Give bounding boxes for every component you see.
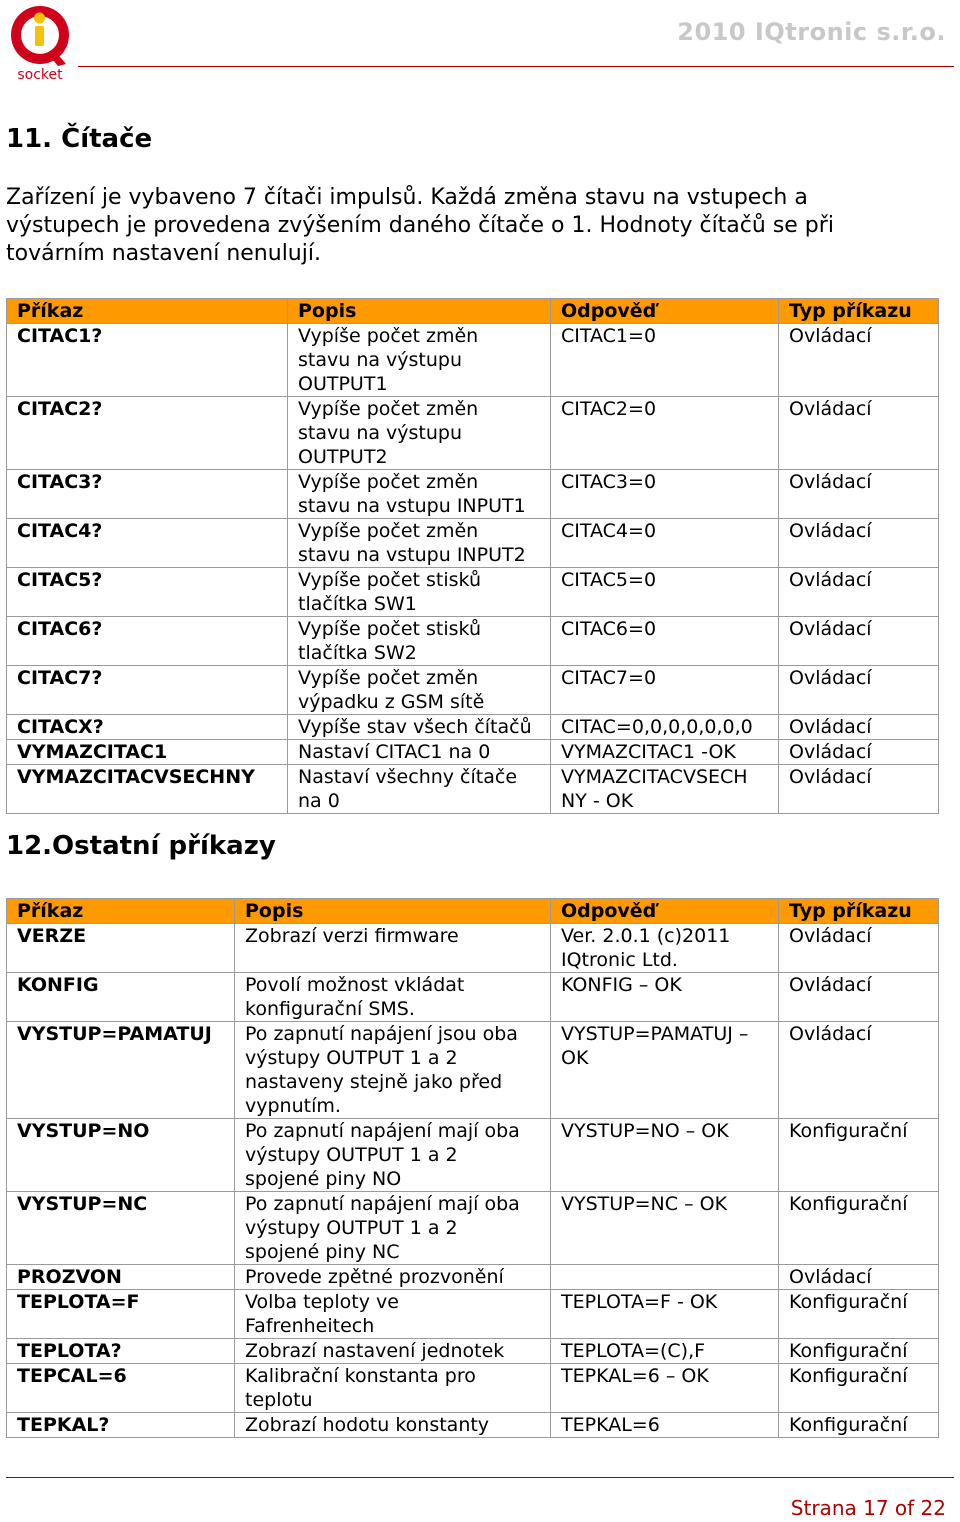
footer-divider xyxy=(6,1477,954,1478)
type-cell: Ovládací xyxy=(779,519,939,568)
response-cell: KONFIG – OK xyxy=(551,973,779,1022)
command-cell: CITAC3? xyxy=(7,470,288,519)
description-cell: Vypíše počet stisků tlačítka SW1 xyxy=(288,568,551,617)
command-cell: CITAC4? xyxy=(7,519,288,568)
response-cell: CITAC1=0 xyxy=(551,324,779,397)
type-cell: Konfigurační xyxy=(779,1364,939,1413)
response-cell: TEPLOTA=F - OK xyxy=(551,1290,779,1339)
type-cell: Konfigurační xyxy=(779,1192,939,1265)
iqsocket-logo-icon xyxy=(4,4,78,82)
type-cell: Ovládací xyxy=(779,715,939,740)
other-command-table xyxy=(6,898,939,1438)
table-row xyxy=(7,1364,939,1413)
table-row xyxy=(7,1119,939,1192)
column-header: Popis xyxy=(288,299,551,324)
response-cell: CITAC7=0 xyxy=(551,666,779,715)
response-cell xyxy=(551,1265,779,1290)
command-cell: CITAC7? xyxy=(7,666,288,715)
response-cell: CITAC4=0 xyxy=(551,519,779,568)
description-cell: Zobrazí nastavení jednotek xyxy=(235,1339,551,1364)
column-header: Odpověď xyxy=(551,299,779,324)
description-cell: Po zapnutí napájení jsou oba výstupy OUTPUT 1 a 2 nastaveny stejně jako před vypnutím. xyxy=(235,1022,551,1119)
type-cell: Ovládací xyxy=(779,470,939,519)
response-cell: TEPKAL=6 – OK xyxy=(551,1364,779,1413)
type-cell: Ovládací xyxy=(779,1022,939,1119)
description-cell: Vypíše počet změn výpadku z GSM sítě xyxy=(288,666,551,715)
table-header-row xyxy=(7,899,939,924)
command-cell: TEPLOTA=F xyxy=(7,1290,235,1339)
column-header: Příkaz xyxy=(7,899,235,924)
table-header-row xyxy=(7,299,939,324)
response-cell: VYMAZCITACVSECH NY - OK xyxy=(551,765,779,814)
command-cell: CITAC1? xyxy=(7,324,288,397)
response-cell: VYSTUP=NC – OK xyxy=(551,1192,779,1265)
logo-text: socket xyxy=(17,67,63,82)
company-name: 2010 IQtronic s.r.o. xyxy=(677,18,946,46)
command-cell: TEPCAL=6 xyxy=(7,1364,235,1413)
command-cell: PROZVON xyxy=(7,1265,235,1290)
description-cell: Po zapnutí napájení mají oba výstupy OUTPUT 1 a 2 spojené piny NC xyxy=(235,1192,551,1265)
response-cell: TEPKAL=6 xyxy=(551,1413,779,1438)
counters-command-table xyxy=(6,298,939,814)
description-cell: Vypíše počet změn stavu na vstupu INPUT2 xyxy=(288,519,551,568)
type-cell: Konfigurační xyxy=(779,1339,939,1364)
response-cell: VYSTUP=NO – OK xyxy=(551,1119,779,1192)
description-cell: Vypíše počet změn stavu na vstupu INPUT1 xyxy=(288,470,551,519)
table-row xyxy=(7,1265,939,1290)
table-row xyxy=(7,470,939,519)
table-row xyxy=(7,1339,939,1364)
type-cell: Ovládací xyxy=(779,1265,939,1290)
command-cell: VYSTUP=PAMATUJ xyxy=(7,1022,235,1119)
command-cell: VYSTUP=NC xyxy=(7,1192,235,1265)
response-cell: CITAC5=0 xyxy=(551,568,779,617)
table-row xyxy=(7,715,939,740)
type-cell: Ovládací xyxy=(779,924,939,973)
response-cell: VYMAZCITAC1 -OK xyxy=(551,740,779,765)
type-cell: Ovládací xyxy=(779,740,939,765)
command-cell: VYSTUP=NO xyxy=(7,1119,235,1192)
column-header: Typ příkazu xyxy=(779,899,939,924)
header-divider xyxy=(78,66,954,67)
response-cell: CITAC=0,0,0,0,0,0,0 xyxy=(551,715,779,740)
table-row xyxy=(7,397,939,470)
command-cell: KONFIG xyxy=(7,973,235,1022)
description-cell: Zobrazí hodotu konstanty xyxy=(235,1413,551,1438)
command-cell: CITAC5? xyxy=(7,568,288,617)
table-row xyxy=(7,666,939,715)
column-header: Popis xyxy=(235,899,551,924)
type-cell: Ovládací xyxy=(779,324,939,397)
description-cell: Vypíše počet stisků tlačítka SW2 xyxy=(288,617,551,666)
type-cell: Ovládací xyxy=(779,973,939,1022)
response-cell: CITAC2=0 xyxy=(551,397,779,470)
table-row xyxy=(7,1192,939,1265)
description-cell: Nastaví CITAC1 na 0 xyxy=(288,740,551,765)
description-cell: Po zapnutí napájení mají oba výstupy OUTPUT 1 a 2 spojené piny NO xyxy=(235,1119,551,1192)
table-row xyxy=(7,519,939,568)
response-cell: Ver. 2.0.1 (c)2011 IQtronic Ltd. xyxy=(551,924,779,973)
description-cell: Zobrazí verzi firmware xyxy=(235,924,551,973)
type-cell: Konfigurační xyxy=(779,1290,939,1339)
column-header: Příkaz xyxy=(7,299,288,324)
command-cell: VYMAZCITACVSECHNY xyxy=(7,765,288,814)
response-cell: CITAC6=0 xyxy=(551,617,779,666)
section-title-counters: 11. Čítače xyxy=(6,124,153,154)
command-cell: VYMAZCITAC1 xyxy=(7,740,288,765)
description-cell: Povolí možnost vkládat konfigurační SMS. xyxy=(235,973,551,1022)
description-cell: Vypíše počet změn stavu na výstupu OUTPUT1 xyxy=(288,324,551,397)
table-row xyxy=(7,1290,939,1339)
response-cell: CITAC3=0 xyxy=(551,470,779,519)
description-cell: Provede zpětné prozvonění xyxy=(235,1265,551,1290)
description-cell: Vypíše stav všech čítačů xyxy=(288,715,551,740)
intro-line: továrním nastavení nenulují. xyxy=(6,241,321,266)
table-row xyxy=(7,973,939,1022)
type-cell: Ovládací xyxy=(779,397,939,470)
command-cell: CITAC6? xyxy=(7,617,288,666)
column-header: Odpověď xyxy=(551,899,779,924)
section-title-other-commands: 12.Ostatní příkazy xyxy=(6,831,276,861)
table-row xyxy=(7,1022,939,1119)
description-cell: Nastaví všechny čítače na 0 xyxy=(288,765,551,814)
command-cell: CITAC2? xyxy=(7,397,288,470)
table-row xyxy=(7,568,939,617)
type-cell: Konfigurační xyxy=(779,1413,939,1438)
type-cell: Ovládací xyxy=(779,568,939,617)
page-number: Strana 17 of 22 xyxy=(790,1496,946,1520)
response-cell: VYSTUP=PAMATUJ – OK xyxy=(551,1022,779,1119)
description-cell: Vypíše počet změn stavu na výstupu OUTPUT2 xyxy=(288,397,551,470)
table-row xyxy=(7,324,939,397)
type-cell: Ovládací xyxy=(779,617,939,666)
table-row xyxy=(7,1413,939,1438)
intro-line: Zařízení je vybaveno 7 čítači impulsů. Každá změna stavu na vstupech a xyxy=(6,185,808,210)
type-cell: Konfigurační xyxy=(779,1119,939,1192)
intro-line: výstupech je provedena zvýšením daného čítače o 1. Hodnoty čítačů se při xyxy=(6,213,834,238)
page-header xyxy=(0,0,960,80)
command-cell: VERZE xyxy=(7,924,235,973)
table-row xyxy=(7,617,939,666)
description-cell: Volba teploty ve Fafrenheitech xyxy=(235,1290,551,1339)
table-row xyxy=(7,765,939,814)
command-cell: TEPKAL? xyxy=(7,1413,235,1438)
command-cell: CITACX? xyxy=(7,715,288,740)
table-row xyxy=(7,924,939,973)
table-row xyxy=(7,740,939,765)
type-cell: Ovládací xyxy=(779,765,939,814)
response-cell: TEPLOTA=(C),F xyxy=(551,1339,779,1364)
type-cell: Ovládací xyxy=(779,666,939,715)
command-cell: TEPLOTA? xyxy=(7,1339,235,1364)
column-header: Typ příkazu xyxy=(779,299,939,324)
section-intro xyxy=(6,184,946,268)
description-cell: Kalibrační konstanta pro teplotu xyxy=(235,1364,551,1413)
